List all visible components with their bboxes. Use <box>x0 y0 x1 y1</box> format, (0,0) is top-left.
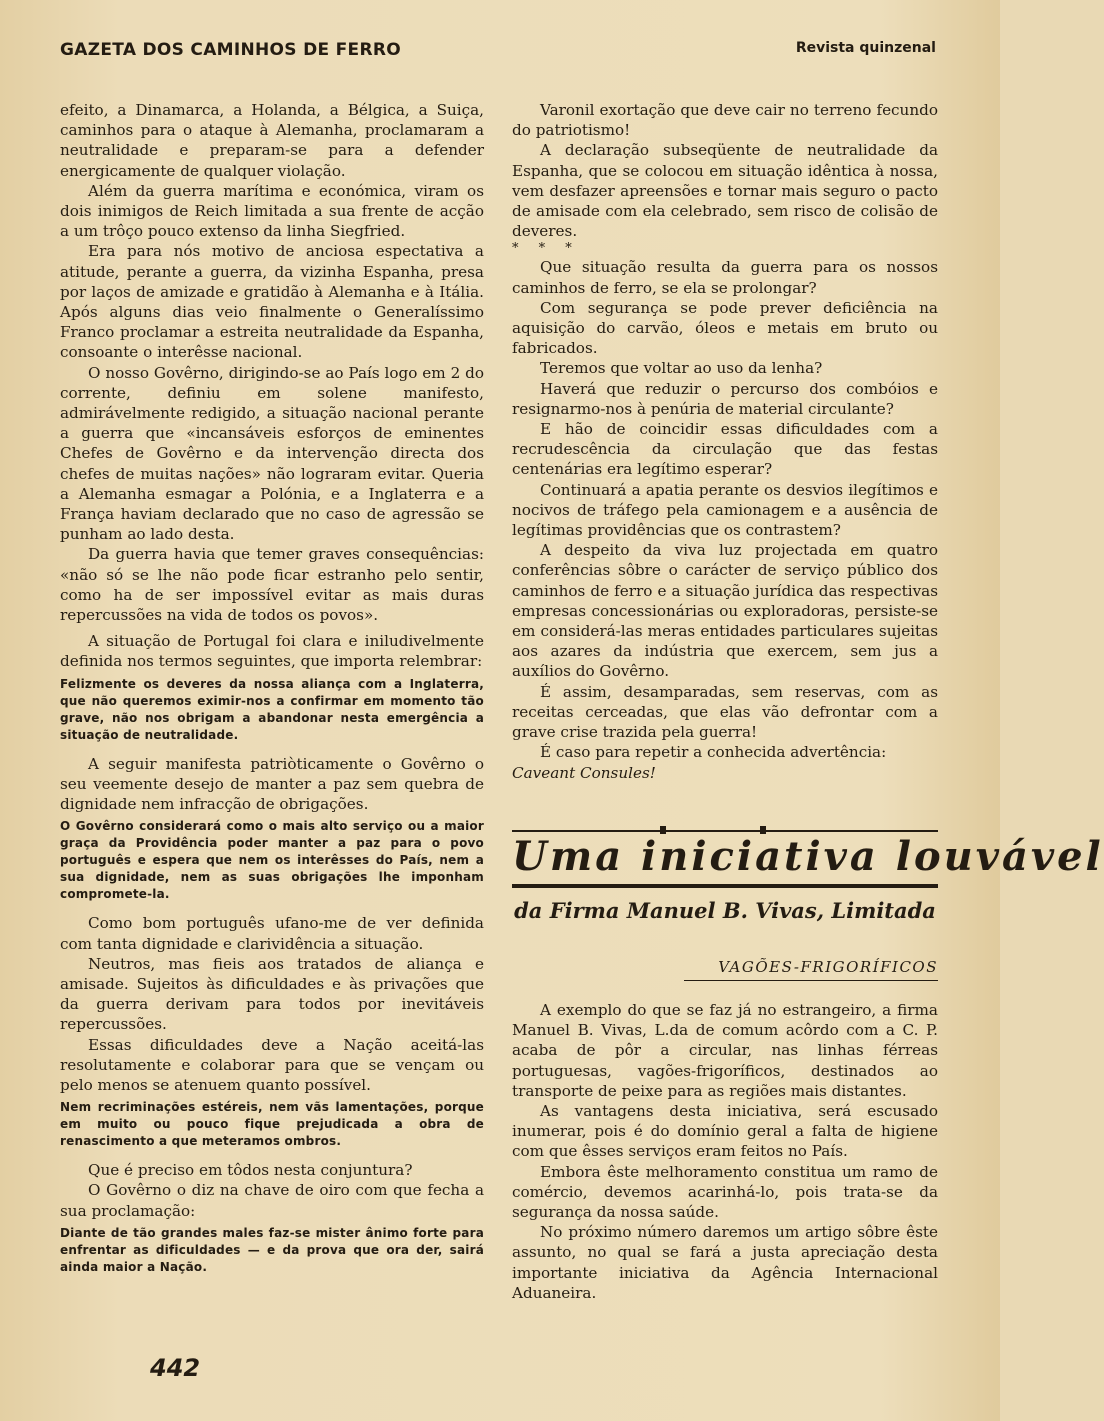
right-column <box>512 100 938 783</box>
headline-top-rule <box>512 830 938 832</box>
paragraph: No próximo número daremos um artigo sôbre êste assunto, no qual se fará a justa apreciação desta importante iniciativa da Agência Internacional Aduaneira. <box>512 1223 938 1302</box>
closing-quote: Caveant Consules! <box>512 763 656 782</box>
quoted-excerpt: Diante de tão grandes males faz-se mister ânimo forte para enfrentar as dificuldades — e da prova que ora der, sairá ainda maior a Nação. <box>60 1225 484 1274</box>
running-header <box>60 40 936 66</box>
paragraph: Que situação resulta da guerra para os nossos caminhos de ferro, se ela se prolongar? <box>512 258 938 297</box>
paragraph: Era para nós motivo de anciosa espectativa a atitude, perante a guerra, da vizinha Espanha, presa por laços de amizade e gratidão à Alemanha e à Itália. Após alguns dias veio finalmente o Generalíssimo Franco proclamar a estreita neutralidade da Espanha, consoante o interêsse nacional. <box>60 242 484 362</box>
paragraph: A exemplo do que se faz já no estrangeiro, a firma Manuel B. Vivas, L.da de comum acôrdo com a C. P. acaba de pôr a circular, nas linhas férreas portuguesas, vagões-frigoríficos, destinados ao transporte de peixe para as regiões mais distantes. <box>512 1001 938 1100</box>
paragraph: É assim, desamparadas, sem reservas, com as receitas cerceadas, que elas vão defrontar com a grave crise trazida pela guerra! <box>512 682 938 742</box>
paragraph: Além da guerra marítima e económica, viram os dois inimigos de Reich limitada a sua frente de acção a um trôço pouco extenso da linha Siegfried. <box>60 181 484 241</box>
paragraph: O Govêrno o diz na chave de oiro com que fecha a sua proclamação: <box>60 1181 484 1220</box>
quoted-excerpt: Nem recriminações estéreis, nem vãs lamentações, porque em muito ou pouco fique prejudicada a obra de renascimento a que meteramos ombros. <box>60 1100 484 1149</box>
page-number: 442 <box>150 1354 201 1382</box>
paragraph: Varonil exortação que deve cair no terreno fecundo do patriotismo! <box>512 101 938 140</box>
article-subheadline: da Firma Manuel B. Vivas, Limitada <box>514 898 936 923</box>
section-title: VAGÕES-FRIGORÍFICOS <box>718 958 938 976</box>
article-body <box>512 1000 938 1303</box>
paragraph: As vantagens desta iniciativa, será escusado inumerar, pois é do domínio geral a falta de higiene com que êsses serviços eram feitos no País. <box>512 1102 938 1161</box>
paragraph: efeito, a Dinamarca, a Holanda, a Bélgica, a Suiça, caminhos para o ataque à Alemanha, proclamaram a neutralidade e preparam-se para a defender energicamente de qualquer violação. <box>60 101 484 180</box>
quoted-excerpt: Felizmente os deveres da nossa aliança com a Inglaterra, que não queremos eximir-nos a confirmar em momento tão grave, não nos obrigam a abandonar nesta emergência a situação de neutralidade. <box>60 676 484 742</box>
paragraph: Com segurança se pode prever deficiência na aquisição do carvão, óleos e metais em bruto ou fabricados. <box>512 298 938 358</box>
paragraph: A seguir manifesta patriòticamente o Govêrno o seu veemente desejo de manter a paz sem quebra de dignidade nem infracção de obrigações. <box>60 754 484 814</box>
paragraph: Como bom português ufano-me de ver definida com tanta dignidade e clarividência a situação. <box>60 914 484 953</box>
paragraph: É caso para repetir a conhecida advertência: <box>540 743 887 762</box>
paragraph: A declaração subseqüente de neutralidade da Espanha, que se colocou em situação idêntica à nossa, vem desfazer apreensões e tornar mais seguro o pacto de amisade com ela celebrado, sem risco de colisão de deveres. <box>512 141 938 241</box>
paragraph: Continuará a apatia perante os desvios ilegítimos e nocivos de tráfego pela camionagem e a ausência de legítimas providências que os contrastem? <box>512 480 938 540</box>
paragraph: O nosso Govêrno, dirigindo-se ao País logo em 2 do corrente, definiu em solene manifesto, admirávelmente redigido, a situação nacional perante a guerra que «incansáveis esforços de eminentes Chefes de Govêrno e da intervenção directa dos chefes de muitas nações» não lograram evitar. Queria a Alemanha esmagar a Polónia, e a Inglaterra e a França haviam declarado que no caso de agressão se punham ao lado desta. <box>60 363 484 544</box>
article-headline: Uma iniciativa louvável <box>512 833 1104 880</box>
paragraph: Da guerra havia que temer graves consequências: «não só se lhe não pode ficar estranho pelo sentir, como ha de ser impossível evitar as mais duras repercussões na vida de todos os povos». <box>60 545 484 625</box>
publication-title: GAZETA DOS CAMINHOS DE FERRO <box>60 40 401 60</box>
paragraph: Que é preciso em tôdos nesta conjuntura? <box>88 1161 413 1180</box>
paragraph: A situação de Portugal foi clara e iniludivelmente definida nos termos seguintes, que importa relembrar: <box>60 632 484 671</box>
paragraph: Embora êste melhoramento constitua um ramo de comércio, devemos acarinhá-lo, pois trata-se da segurança da nossa saúde. <box>512 1162 938 1222</box>
paragraph: E hão de coincidir essas dificuldades com a recrudescência da circulação que das festas centenárias era legítimo esperar? <box>512 420 938 479</box>
left-column <box>60 100 484 1286</box>
paragraph: Haverá que reduzir o percurso dos combóios e resignarmo-nos à penúria de material circulante? <box>512 379 938 418</box>
paragraph: Neutros, mas fieis aos tratados de aliança e amisade. Sujeitos às dificuldades e às privações que da guerra derivam para todos por inevitáveis repercussões. <box>60 954 484 1034</box>
publication-subtitle: Revista quinzenal <box>795 40 936 56</box>
paragraph: Essas dificuldades deve a Nação aceitá-las resolutamente e colaborar para que se vençam ou pelo menos se atenuem quanto possível. <box>60 1035 484 1094</box>
headline-divider-rule <box>512 884 938 888</box>
quoted-excerpt: O Govêrno considerará como o mais alto serviço ou a maior graça da Providência poder manter a paz para o povo português e espera que nem os interêsses do País, nem a sua dignidade, nem as suas obrigações lhe imponham compromete-la. <box>60 819 484 902</box>
paragraph: Teremos que voltar ao uso da lenha? <box>540 359 823 378</box>
section-title-underline <box>684 980 938 981</box>
section-break-asterisks: * * * <box>512 241 580 257</box>
paragraph: A despeito da viva luz projectada em quatro conferências sôbre o carácter de serviço público dos caminhos de ferro e a situação jurídica das respectivas empresas concessionárias ou exploradoras, persiste-se em considerá-las meras entidades particulares sujeitas aos azares da indústria que exercem, sem jus a auxílios do Govêrno. <box>512 541 938 681</box>
